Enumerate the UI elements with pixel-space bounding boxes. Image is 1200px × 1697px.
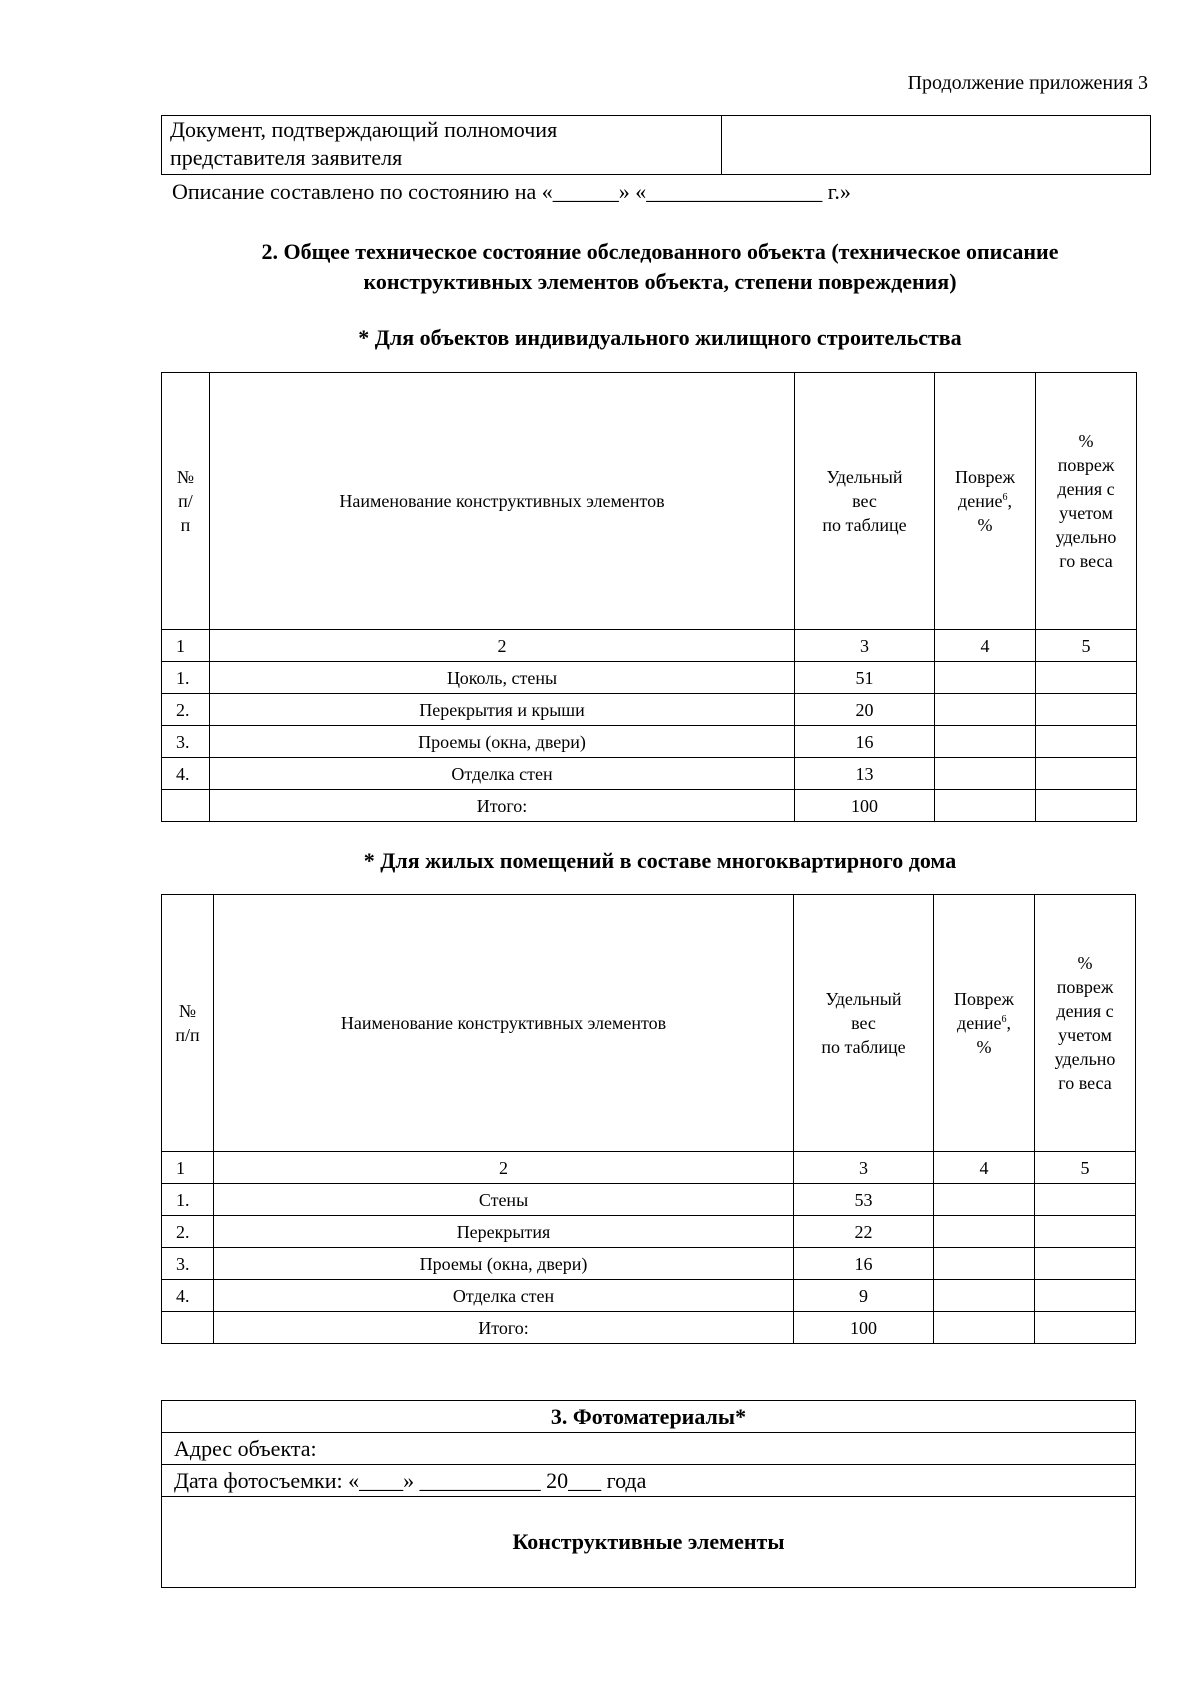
header-damage: Повреж дение$^6$, % (934, 895, 1035, 1152)
object-address-field[interactable]: Адрес объекта: (162, 1433, 1136, 1465)
header-weight: Удельный вес по таблице (794, 895, 934, 1152)
header-num: № п/ п (162, 373, 210, 630)
table-row: 1. Стены 53 (162, 1184, 1136, 1216)
table-row: 2. Перекрытия 22 (162, 1216, 1136, 1248)
representative-document-value[interactable] (722, 116, 1151, 175)
header-name: Наименование конструктивных элементов (214, 895, 794, 1152)
ijs-elements-table (161, 372, 1137, 822)
representative-document-table (161, 115, 1151, 175)
table-row: 4. Отделка стен 13 (162, 758, 1137, 790)
representative-label-line1: Документ, подтверждающий полномочия (170, 117, 558, 142)
header-num: № п/п (162, 895, 214, 1152)
header-weighted-pct: % повреж дения с учетом удельно го веса (1035, 895, 1136, 1152)
description-date-line: Описание составлено по состоянию на «______» «________________ г.» (172, 179, 851, 204)
mkd-subtitle: * Для жилых помещений в составе многоквартирного дома (363, 848, 957, 873)
ijs-subtitle: * Для объектов индивидуального жилищного строительства (358, 325, 962, 350)
mkd-elements-table (161, 894, 1136, 1344)
header-weighted-pct: % повреж дения с учетом удельно го веса (1036, 373, 1137, 630)
section3-title: 3. Фотоматериалы* (162, 1401, 1136, 1433)
photo-date-field[interactable]: Дата фотосъемки: «____» ___________ 20___ года (162, 1465, 1136, 1497)
table-row: 3. Проемы (окна, двери) 16 (162, 726, 1137, 758)
table-row: 2. Перекрытия и крыши 20 (162, 694, 1137, 726)
table-row: 3. Проемы (окна, двери) 16 (162, 1248, 1136, 1280)
column-numbers-row: 1 2 3 4 5 (162, 630, 1137, 662)
header-name: Наименование конструктивных элементов (210, 373, 795, 630)
header-row (162, 895, 1136, 1152)
header-row (162, 373, 1137, 630)
representative-document-label (162, 116, 722, 175)
section2-title-line1: 2. Общее техническое состояние обследованного объекта (техническое описание (261, 239, 1059, 264)
continuation-note: Продолжение приложения 3 (907, 72, 1148, 94)
section2-title (160, 237, 1160, 297)
total-row: Итого: 100 (162, 790, 1137, 822)
table-row: 1. Цоколь, стены 51 (162, 662, 1137, 694)
header-damage: Повреж дение$^6$, % (935, 373, 1036, 630)
table-row: 4. Отделка стен 9 (162, 1280, 1136, 1312)
section2-title-line2: конструктивных элементов объекта, степени повреждения) (363, 269, 957, 294)
representative-label-line2: представителя заявителя (170, 145, 403, 170)
column-numbers-row: 1 2 3 4 5 (162, 1152, 1136, 1184)
header-weight: Удельный вес по таблице (795, 373, 935, 630)
total-row: Итого: 100 (162, 1312, 1136, 1344)
photo-materials-table (161, 1400, 1136, 1588)
structural-elements-label: Конструктивные элементы (162, 1497, 1136, 1588)
